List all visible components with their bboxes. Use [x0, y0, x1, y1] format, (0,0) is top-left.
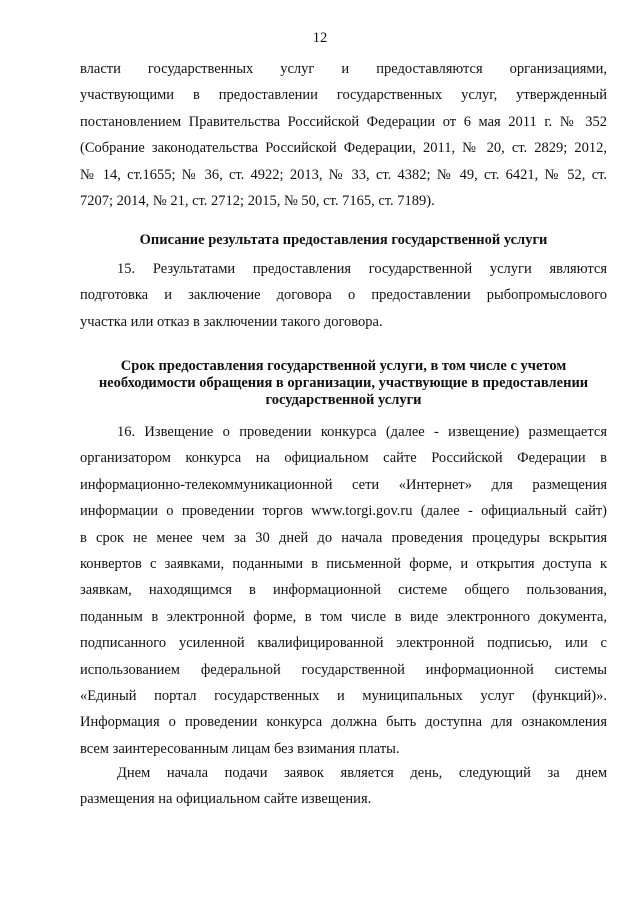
- text-line: Днем начала подачи заявок является день, следующий за днем: [117, 765, 607, 781]
- text-line: 15. Результатами предоставления государственной услуги являются: [117, 261, 607, 277]
- paragraph-16: [80, 419, 607, 762]
- text-line: организатором конкурса на официальном сайте Российской Федерации в: [80, 450, 607, 467]
- text-line: участка или отказ в заключении такого договора.: [80, 313, 383, 330]
- text-line: подготовка и заключение договора о предоставлении рыбопромыслового: [80, 287, 607, 304]
- text-line: № 14, ст.1655; № 36, ст. 4922; 2013, № 33, ст. 4382; № 49, ст. 6421, № 52, ст.: [80, 166, 607, 183]
- text-line: в срок не менее чем за 30 дней до начала проведения процедуры вскрытия: [80, 529, 607, 546]
- text-line: размещения на официальном сайте извещения.: [80, 791, 372, 808]
- text-line: «Единый портал государственных и муниципальных услуг (функций)».: [80, 688, 607, 705]
- text-line: подписанного усиленной квалифицированной электронной подписью, или с: [80, 635, 607, 652]
- paragraph-continuation: [80, 56, 607, 214]
- text-line: 16. Извещение о проведении конкурса (далее - извещение) размещается: [117, 424, 607, 440]
- text-line: постановлением Правительства Российской Федерации от 6 мая 2011 г. № 352: [80, 113, 607, 130]
- page-number: 12: [312, 30, 328, 46]
- section-heading-term: [80, 358, 607, 409]
- text-line: заявкам, находящимся в информационной системе общего пользования,: [80, 582, 607, 599]
- heading-line: государственной услуги: [265, 392, 422, 408]
- text-line: поданным в электронной форме, в том числе в виде электронного документа,: [80, 608, 607, 625]
- paragraph-15: [80, 256, 607, 335]
- text-line: всем заинтересованным лицам без взимания платы.: [80, 740, 400, 757]
- text-line: 7207; 2014, № 21, ст. 2712; 2015, № 50, ст. 7165, ст. 7189).: [80, 193, 435, 210]
- text-line: информации о проведении торгов www.torgi.gov.ru (далее - официальный сайт): [80, 503, 607, 520]
- heading-line: необходимости обращения в организации, участвующие в предоставлении: [98, 375, 589, 391]
- text-line: информационно-телекоммуникационной сети «Интернет» для размещения: [80, 476, 607, 493]
- text-line: власти государственных услуг и предоставляются организациями,: [80, 61, 607, 77]
- text-line: участвующими в предоставлении государственных услуг, утвержденный: [80, 87, 607, 104]
- text-line: (Собрание законодательства Российской Федерации, 2011, № 20, ст. 2829; 2012,: [80, 140, 607, 157]
- section-heading-result: Описание результата предоставления государственной услуги: [139, 232, 548, 248]
- paragraph-last: [80, 760, 607, 813]
- text-line: использованием федеральной государственной информационной системы: [80, 661, 607, 678]
- heading-line: Срок предоставления государственной услуги, в том числе с учетом: [120, 358, 567, 374]
- text-line: конвертов с заявками, поданными в письменной форме, и открытия доступа к: [80, 556, 607, 573]
- text-line: Информация о проведении конкурса должна быть доступна для ознакомления: [80, 714, 607, 731]
